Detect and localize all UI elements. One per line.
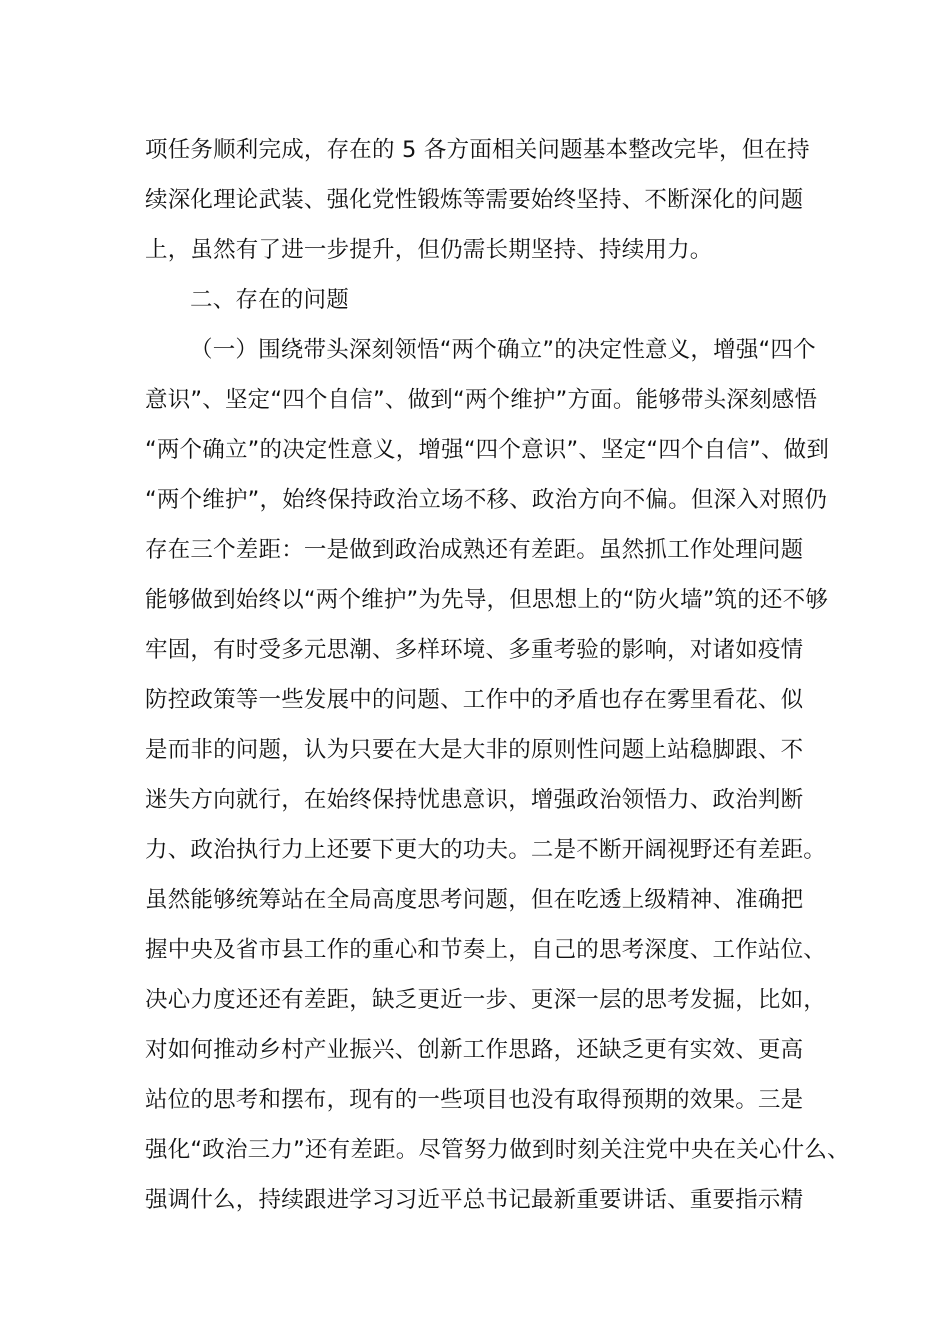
paragraph-line: 存在三个差距：一是做到政治成熟还有差距。虽然抓工作处理问题 [145, 537, 804, 563]
paragraph-line: 能够做到始终以“两个维护”为先导，但思想上的“防火墙”筑的还不够 [145, 587, 829, 613]
paragraph-line: “两个维护”，始终保持政治立场不移、政治方向不偏。但深入对照仍 [145, 487, 828, 513]
section-heading: 二、存在的问题 [190, 287, 349, 313]
paragraph-line: 虽然能够统筹站在全局高度思考问题，但在吃透上级精神、准确把 [145, 887, 804, 913]
paragraph-line: 项任务顺利完成，存在的 5 各方面相关问题基本整改完毕，但在持 [145, 137, 810, 163]
subsection-heading: （一）围绕带头深刻领悟“两个确立”的决定性意义，增强“四个 [190, 337, 816, 363]
paragraph-line: 牢固，有时受多元思潮、多样环境、多重考验的影响，对诸如疫情 [145, 637, 804, 663]
paragraph-line: 强调什么，持续跟进学习习近平总书记最新重要讲话、重要指示精 [145, 1187, 804, 1213]
paragraph-line: 强化“政治三力”还有差距。尽管努力做到时刻关注党中央在关心什么、 [145, 1137, 850, 1163]
paragraph-line: 防控政策等一些发展中的问题、工作中的矛盾也存在雾里看花、似 [145, 687, 804, 713]
paragraph-line: 意识”、坚定“四个自信”、做到“两个维护”方面。能够带头深刻感悟 [145, 387, 818, 413]
paragraph-line: 决心力度还还有差距，缺乏更近一步、更深一层的思考发掘，比如， [145, 987, 827, 1013]
paragraph-line: 对如何推动乡村产业振兴、创新工作思路，还缺乏更有实效、更高 [145, 1037, 804, 1063]
paragraph-line: 是而非的问题，认为只要在大是大非的原则性问题上站稳脚跟、不 [145, 737, 804, 763]
paragraph-line: “两个确立”的决定性意义，增强“四个意识”、坚定“四个自信”、做到 [145, 437, 830, 463]
paragraph-line: 站位的思考和摆布，现有的一些项目也没有取得预期的效果。三是 [145, 1087, 804, 1113]
paragraph-line: 力、政治执行力上还要下更大的功夫。二是不断开阔视野还有差距。 [145, 837, 827, 863]
paragraph-line: 握中央及省市县工作的重心和节奏上，自己的思考深度、工作站位、 [145, 937, 827, 963]
paragraph-line: 迷失方向就行，在始终保持忧患意识，增强政治领悟力、政治判断 [145, 787, 804, 813]
paragraph-line: 续深化理论武装、强化党性锻炼等需要始终坚持、不断深化的问题 [145, 187, 804, 213]
paragraph-line: 上，虽然有了进一步提升，但仍需长期坚持、持续用力。 [145, 237, 713, 263]
